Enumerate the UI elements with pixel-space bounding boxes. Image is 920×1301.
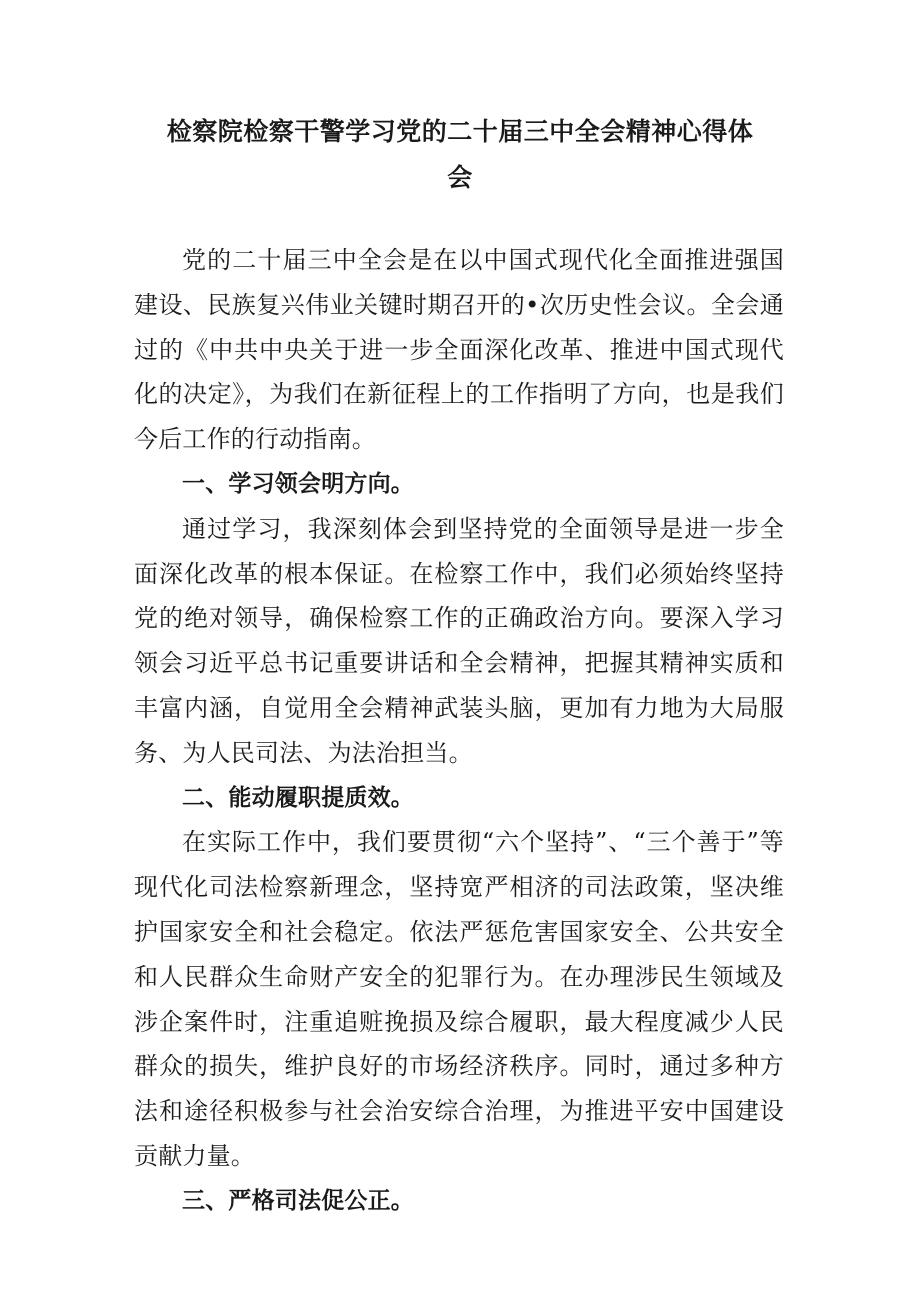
document-title-line-1: 检察院检察干警学习党的二十届三中全会精神心得体	[166, 117, 754, 146]
document-body	[134, 238, 784, 1224]
section-1-heading: 一、学习领会明方向。	[182, 470, 414, 497]
intro-paragraph: 党的二十届三中全会是在以中国式现代化全面推进强国建设、民族复兴伟业关键时期召开的•次历史性会议。全会通过的《中共中央关于进一步全面深化改革、推进中国式现代化的决定》，为我们在新征程上的工作指明了方向，也是我们今后工作的行动指南。	[134, 246, 784, 454]
section-2-heading: 二、能动履职提质效。	[182, 784, 414, 811]
section-3-heading: 三、严格司法促公正。	[182, 1187, 414, 1214]
section-2-paragraph: 在实际工作中，我们要贯彻“六个坚持”、“三个善于”等现代化司法检察新理念，坚持宽严相济的司法政策，坚决维护国家安全和社会稳定。依法严惩危害国家安全、公共安全和人民群众生命财产安全的犯罪行为。在办理涉民生领域及涉企案件时，注重追赃挽损及综合履职，最大程度减少人民群众的损失，维护良好的市场经济秩序。同时，通过多种方法和途径积极参与社会治安综合治理，为推进平安中国建设贡献力量。	[134, 828, 784, 1170]
section-1-paragraph: 通过学习，我深刻体会到坚持党的全面领导是进一步全面深化改革的根本保证。在检察工作中，我们必须始终坚持党的绝对领导，确保检察工作的正确政治方向。要深入学习领会习近平总书记重要讲话和全会精神，把握其精神实质和丰富内涵，自觉用全会精神武装头脑，更加有力地为大局服务、为人民司法、为法治担当。	[134, 514, 784, 767]
document-title-line-2: 会	[447, 163, 473, 192]
